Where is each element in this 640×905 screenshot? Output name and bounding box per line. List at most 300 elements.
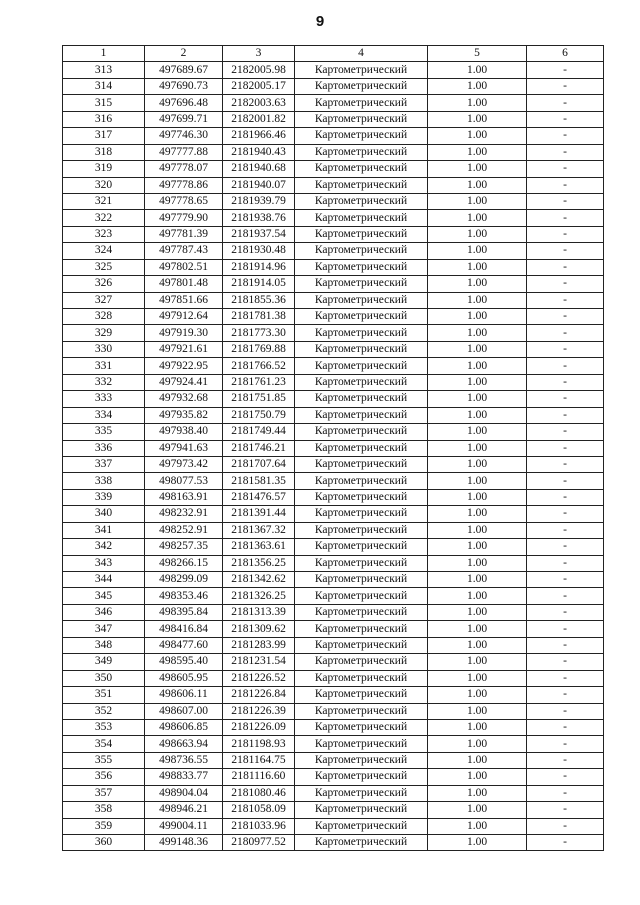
x-coordinate-cell: 497778.86 bbox=[145, 177, 223, 193]
x-coordinate-cell: 498232.91 bbox=[145, 506, 223, 522]
method-cell: Картометрический bbox=[295, 637, 428, 653]
note-cell: - bbox=[527, 555, 604, 571]
note-cell: - bbox=[527, 785, 604, 801]
accuracy-cell: 1.00 bbox=[428, 309, 527, 325]
x-coordinate-cell: 498607.00 bbox=[145, 703, 223, 719]
y-coordinate-cell: 2181309.62 bbox=[223, 621, 295, 637]
y-coordinate-cell: 2181033.96 bbox=[223, 818, 295, 834]
x-coordinate-cell: 497921.61 bbox=[145, 341, 223, 357]
table-row bbox=[63, 703, 604, 719]
note-cell: - bbox=[527, 604, 604, 620]
table-row bbox=[63, 604, 604, 620]
point-number-cell: 318 bbox=[63, 144, 145, 160]
method-cell: Картометрический bbox=[295, 144, 428, 160]
y-coordinate-cell: 2181367.32 bbox=[223, 522, 295, 538]
method-cell: Картометрический bbox=[295, 604, 428, 620]
x-coordinate-cell: 498736.55 bbox=[145, 752, 223, 768]
method-cell: Картометрический bbox=[295, 621, 428, 637]
table-row bbox=[63, 259, 604, 275]
y-coordinate-cell: 2181751.85 bbox=[223, 391, 295, 407]
point-number-cell: 339 bbox=[63, 489, 145, 505]
x-coordinate-cell: 498353.46 bbox=[145, 588, 223, 604]
point-number-cell: 317 bbox=[63, 128, 145, 144]
accuracy-cell: 1.00 bbox=[428, 62, 527, 78]
accuracy-cell: 1.00 bbox=[428, 161, 527, 177]
accuracy-cell: 1.00 bbox=[428, 687, 527, 703]
column-header: 5 bbox=[428, 46, 527, 62]
x-coordinate-cell: 497690.73 bbox=[145, 78, 223, 94]
table-body bbox=[63, 62, 604, 851]
accuracy-cell: 1.00 bbox=[428, 259, 527, 275]
point-number-cell: 332 bbox=[63, 374, 145, 390]
accuracy-cell: 1.00 bbox=[428, 144, 527, 160]
x-coordinate-cell: 497919.30 bbox=[145, 325, 223, 341]
y-coordinate-cell: 2182003.63 bbox=[223, 95, 295, 111]
accuracy-cell: 1.00 bbox=[428, 78, 527, 94]
method-cell: Картометрический bbox=[295, 736, 428, 752]
x-coordinate-cell: 497941.63 bbox=[145, 440, 223, 456]
point-number-cell: 344 bbox=[63, 572, 145, 588]
method-cell: Картометрический bbox=[295, 95, 428, 111]
method-cell: Картометрический bbox=[295, 489, 428, 505]
note-cell: - bbox=[527, 572, 604, 588]
y-coordinate-cell: 2181746.21 bbox=[223, 440, 295, 456]
x-coordinate-cell: 497689.67 bbox=[145, 62, 223, 78]
x-coordinate-cell: 498416.84 bbox=[145, 621, 223, 637]
y-coordinate-cell: 2180977.52 bbox=[223, 835, 295, 851]
table-row bbox=[63, 358, 604, 374]
table-row bbox=[63, 637, 604, 653]
table-row bbox=[63, 769, 604, 785]
y-coordinate-cell: 2181313.39 bbox=[223, 604, 295, 620]
accuracy-cell: 1.00 bbox=[428, 818, 527, 834]
table-row bbox=[63, 835, 604, 851]
y-coordinate-cell: 2181938.76 bbox=[223, 210, 295, 226]
point-number-cell: 327 bbox=[63, 292, 145, 308]
accuracy-cell: 1.00 bbox=[428, 555, 527, 571]
x-coordinate-cell: 498606.85 bbox=[145, 719, 223, 735]
point-number-cell: 333 bbox=[63, 391, 145, 407]
method-cell: Картометрический bbox=[295, 670, 428, 686]
accuracy-cell: 1.00 bbox=[428, 424, 527, 440]
accuracy-cell: 1.00 bbox=[428, 539, 527, 555]
x-coordinate-cell: 498266.15 bbox=[145, 555, 223, 571]
table-row bbox=[63, 522, 604, 538]
table-row bbox=[63, 325, 604, 341]
x-coordinate-cell: 497932.68 bbox=[145, 391, 223, 407]
y-coordinate-cell: 2181937.54 bbox=[223, 226, 295, 242]
x-coordinate-cell: 498163.91 bbox=[145, 489, 223, 505]
note-cell: - bbox=[527, 473, 604, 489]
accuracy-cell: 1.00 bbox=[428, 703, 527, 719]
x-coordinate-cell: 497778.65 bbox=[145, 193, 223, 209]
method-cell: Картометрический bbox=[295, 687, 428, 703]
x-coordinate-cell: 498252.91 bbox=[145, 522, 223, 538]
x-coordinate-cell: 497696.48 bbox=[145, 95, 223, 111]
table-row bbox=[63, 341, 604, 357]
accuracy-cell: 1.00 bbox=[428, 802, 527, 818]
x-coordinate-cell: 497699.71 bbox=[145, 111, 223, 127]
note-cell: - bbox=[527, 62, 604, 78]
point-number-cell: 358 bbox=[63, 802, 145, 818]
note-cell: - bbox=[527, 621, 604, 637]
y-coordinate-cell: 2181939.79 bbox=[223, 193, 295, 209]
y-coordinate-cell: 2181781.38 bbox=[223, 309, 295, 325]
table-row bbox=[63, 210, 604, 226]
point-number-cell: 331 bbox=[63, 358, 145, 374]
y-coordinate-cell: 2181226.52 bbox=[223, 670, 295, 686]
table-row bbox=[63, 818, 604, 834]
note-cell: - bbox=[527, 325, 604, 341]
method-cell: Картометрический bbox=[295, 802, 428, 818]
point-number-cell: 313 bbox=[63, 62, 145, 78]
note-cell: - bbox=[527, 736, 604, 752]
point-number-cell: 325 bbox=[63, 259, 145, 275]
note-cell: - bbox=[527, 193, 604, 209]
method-cell: Картометрический bbox=[295, 703, 428, 719]
point-number-cell: 330 bbox=[63, 341, 145, 357]
note-cell: - bbox=[527, 226, 604, 242]
method-cell: Картометрический bbox=[295, 358, 428, 374]
method-cell: Картометрический bbox=[295, 226, 428, 242]
method-cell: Картометрический bbox=[295, 161, 428, 177]
note-cell: - bbox=[527, 309, 604, 325]
note-cell: - bbox=[527, 259, 604, 275]
y-coordinate-cell: 2181326.25 bbox=[223, 588, 295, 604]
y-coordinate-cell: 2181283.99 bbox=[223, 637, 295, 653]
method-cell: Картометрический bbox=[295, 325, 428, 341]
y-coordinate-cell: 2181773.30 bbox=[223, 325, 295, 341]
y-coordinate-cell: 2181966.46 bbox=[223, 128, 295, 144]
point-number-cell: 352 bbox=[63, 703, 145, 719]
method-cell: Картометрический bbox=[295, 424, 428, 440]
note-cell: - bbox=[527, 407, 604, 423]
table-row bbox=[63, 62, 604, 78]
x-coordinate-cell: 497924.41 bbox=[145, 374, 223, 390]
column-header: 3 bbox=[223, 46, 295, 62]
table-row bbox=[63, 555, 604, 571]
table-row bbox=[63, 654, 604, 670]
y-coordinate-cell: 2181769.88 bbox=[223, 341, 295, 357]
point-number-cell: 334 bbox=[63, 407, 145, 423]
accuracy-cell: 1.00 bbox=[428, 407, 527, 423]
accuracy-cell: 1.00 bbox=[428, 111, 527, 127]
x-coordinate-cell: 498595.40 bbox=[145, 654, 223, 670]
table-row bbox=[63, 736, 604, 752]
accuracy-cell: 1.00 bbox=[428, 736, 527, 752]
accuracy-cell: 1.00 bbox=[428, 325, 527, 341]
point-number-cell: 351 bbox=[63, 687, 145, 703]
method-cell: Картометрический bbox=[295, 506, 428, 522]
point-number-cell: 350 bbox=[63, 670, 145, 686]
note-cell: - bbox=[527, 539, 604, 555]
method-cell: Картометрический bbox=[295, 572, 428, 588]
y-coordinate-cell: 2181342.62 bbox=[223, 572, 295, 588]
point-number-cell: 320 bbox=[63, 177, 145, 193]
y-coordinate-cell: 2181855.36 bbox=[223, 292, 295, 308]
x-coordinate-cell: 497781.39 bbox=[145, 226, 223, 242]
point-number-cell: 346 bbox=[63, 604, 145, 620]
x-coordinate-cell: 497851.66 bbox=[145, 292, 223, 308]
table-row bbox=[63, 95, 604, 111]
table-row bbox=[63, 687, 604, 703]
point-number-cell: 354 bbox=[63, 736, 145, 752]
table-row bbox=[63, 374, 604, 390]
accuracy-cell: 1.00 bbox=[428, 226, 527, 242]
table-row bbox=[63, 621, 604, 637]
method-cell: Картометрический bbox=[295, 259, 428, 275]
table-row bbox=[63, 456, 604, 472]
point-number-cell: 321 bbox=[63, 193, 145, 209]
y-coordinate-cell: 2181226.09 bbox=[223, 719, 295, 735]
note-cell: - bbox=[527, 341, 604, 357]
y-coordinate-cell: 2181581.35 bbox=[223, 473, 295, 489]
table-row bbox=[63, 243, 604, 259]
note-cell: - bbox=[527, 128, 604, 144]
point-number-cell: 356 bbox=[63, 769, 145, 785]
point-number-cell: 357 bbox=[63, 785, 145, 801]
y-coordinate-cell: 2181080.46 bbox=[223, 785, 295, 801]
point-number-cell: 340 bbox=[63, 506, 145, 522]
y-coordinate-cell: 2181226.84 bbox=[223, 687, 295, 703]
page-number: 9 bbox=[315, 13, 325, 30]
table-row bbox=[63, 144, 604, 160]
method-cell: Картометрический bbox=[295, 243, 428, 259]
y-coordinate-cell: 2181914.96 bbox=[223, 259, 295, 275]
method-cell: Картометрический bbox=[295, 769, 428, 785]
accuracy-cell: 1.00 bbox=[428, 374, 527, 390]
method-cell: Картометрический bbox=[295, 785, 428, 801]
method-cell: Картометрический bbox=[295, 456, 428, 472]
point-number-cell: 347 bbox=[63, 621, 145, 637]
accuracy-cell: 1.00 bbox=[428, 604, 527, 620]
y-coordinate-cell: 2181164.75 bbox=[223, 752, 295, 768]
note-cell: - bbox=[527, 95, 604, 111]
x-coordinate-cell: 498904.04 bbox=[145, 785, 223, 801]
method-cell: Картометрический bbox=[295, 210, 428, 226]
method-cell: Картометрический bbox=[295, 111, 428, 127]
accuracy-cell: 1.00 bbox=[428, 243, 527, 259]
accuracy-cell: 1.00 bbox=[428, 341, 527, 357]
y-coordinate-cell: 2181476.57 bbox=[223, 489, 295, 505]
point-number-cell: 326 bbox=[63, 276, 145, 292]
method-cell: Картометрический bbox=[295, 78, 428, 94]
method-cell: Картометрический bbox=[295, 555, 428, 571]
accuracy-cell: 1.00 bbox=[428, 489, 527, 505]
x-coordinate-cell: 497935.82 bbox=[145, 407, 223, 423]
y-coordinate-cell: 2181940.68 bbox=[223, 161, 295, 177]
point-number-cell: 353 bbox=[63, 719, 145, 735]
x-coordinate-cell: 498395.84 bbox=[145, 604, 223, 620]
x-coordinate-cell: 498605.95 bbox=[145, 670, 223, 686]
header-row bbox=[63, 46, 604, 62]
note-cell: - bbox=[527, 522, 604, 538]
x-coordinate-cell: 497922.95 bbox=[145, 358, 223, 374]
point-number-cell: 314 bbox=[63, 78, 145, 94]
y-coordinate-cell: 2181391.44 bbox=[223, 506, 295, 522]
y-coordinate-cell: 2181914.05 bbox=[223, 276, 295, 292]
note-cell: - bbox=[527, 161, 604, 177]
accuracy-cell: 1.00 bbox=[428, 522, 527, 538]
x-coordinate-cell: 497777.88 bbox=[145, 144, 223, 160]
note-cell: - bbox=[527, 391, 604, 407]
x-coordinate-cell: 498606.11 bbox=[145, 687, 223, 703]
method-cell: Картометрический bbox=[295, 818, 428, 834]
column-header: 2 bbox=[145, 46, 223, 62]
note-cell: - bbox=[527, 835, 604, 851]
y-coordinate-cell: 2181930.48 bbox=[223, 243, 295, 259]
method-cell: Картометрический bbox=[295, 177, 428, 193]
method-cell: Картометрический bbox=[295, 539, 428, 555]
y-coordinate-cell: 2181356.25 bbox=[223, 555, 295, 571]
accuracy-cell: 1.00 bbox=[428, 654, 527, 670]
y-coordinate-cell: 2181116.60 bbox=[223, 769, 295, 785]
point-number-cell: 341 bbox=[63, 522, 145, 538]
y-coordinate-cell: 2181749.44 bbox=[223, 424, 295, 440]
accuracy-cell: 1.00 bbox=[428, 621, 527, 637]
y-coordinate-cell: 2181766.52 bbox=[223, 358, 295, 374]
y-coordinate-cell: 2181940.07 bbox=[223, 177, 295, 193]
point-number-cell: 338 bbox=[63, 473, 145, 489]
accuracy-cell: 1.00 bbox=[428, 358, 527, 374]
accuracy-cell: 1.00 bbox=[428, 572, 527, 588]
table-row bbox=[63, 309, 604, 325]
x-coordinate-cell: 498946.21 bbox=[145, 802, 223, 818]
note-cell: - bbox=[527, 588, 604, 604]
note-cell: - bbox=[527, 358, 604, 374]
note-cell: - bbox=[527, 456, 604, 472]
accuracy-cell: 1.00 bbox=[428, 637, 527, 653]
point-number-cell: 342 bbox=[63, 539, 145, 555]
x-coordinate-cell: 499148.36 bbox=[145, 835, 223, 851]
x-coordinate-cell: 498299.09 bbox=[145, 572, 223, 588]
accuracy-cell: 1.00 bbox=[428, 210, 527, 226]
y-coordinate-cell: 2181363.61 bbox=[223, 539, 295, 555]
note-cell: - bbox=[527, 769, 604, 785]
table-row bbox=[63, 670, 604, 686]
note-cell: - bbox=[527, 687, 604, 703]
accuracy-cell: 1.00 bbox=[428, 473, 527, 489]
y-coordinate-cell: 2181707.64 bbox=[223, 456, 295, 472]
accuracy-cell: 1.00 bbox=[428, 177, 527, 193]
point-number-cell: 328 bbox=[63, 309, 145, 325]
table-row bbox=[63, 588, 604, 604]
method-cell: Картометрический bbox=[295, 719, 428, 735]
table-header bbox=[63, 46, 604, 62]
x-coordinate-cell: 497912.64 bbox=[145, 309, 223, 325]
x-coordinate-cell: 499004.11 bbox=[145, 818, 223, 834]
point-number-cell: 324 bbox=[63, 243, 145, 259]
column-header: 1 bbox=[63, 46, 145, 62]
y-coordinate-cell: 2181750.79 bbox=[223, 407, 295, 423]
method-cell: Картометрический bbox=[295, 193, 428, 209]
method-cell: Картометрический bbox=[295, 654, 428, 670]
method-cell: Картометрический bbox=[295, 292, 428, 308]
accuracy-cell: 1.00 bbox=[428, 588, 527, 604]
y-coordinate-cell: 2181761.23 bbox=[223, 374, 295, 390]
method-cell: Картометрический bbox=[295, 835, 428, 851]
table-row bbox=[63, 193, 604, 209]
accuracy-cell: 1.00 bbox=[428, 95, 527, 111]
x-coordinate-cell: 497746.30 bbox=[145, 128, 223, 144]
accuracy-cell: 1.00 bbox=[428, 506, 527, 522]
note-cell: - bbox=[527, 276, 604, 292]
method-cell: Картометрический bbox=[295, 341, 428, 357]
x-coordinate-cell: 498663.94 bbox=[145, 736, 223, 752]
note-cell: - bbox=[527, 752, 604, 768]
accuracy-cell: 1.00 bbox=[428, 456, 527, 472]
column-header: 4 bbox=[295, 46, 428, 62]
accuracy-cell: 1.00 bbox=[428, 835, 527, 851]
note-cell: - bbox=[527, 637, 604, 653]
table-row bbox=[63, 719, 604, 735]
table-row bbox=[63, 473, 604, 489]
method-cell: Картометрический bbox=[295, 407, 428, 423]
y-coordinate-cell: 2181058.09 bbox=[223, 802, 295, 818]
note-cell: - bbox=[527, 424, 604, 440]
method-cell: Картометрический bbox=[295, 391, 428, 407]
table-row bbox=[63, 489, 604, 505]
table-row bbox=[63, 572, 604, 588]
accuracy-cell: 1.00 bbox=[428, 391, 527, 407]
accuracy-cell: 1.00 bbox=[428, 769, 527, 785]
point-number-cell: 322 bbox=[63, 210, 145, 226]
table-row bbox=[63, 539, 604, 555]
point-number-cell: 319 bbox=[63, 161, 145, 177]
accuracy-cell: 1.00 bbox=[428, 752, 527, 768]
point-number-cell: 349 bbox=[63, 654, 145, 670]
method-cell: Картометрический bbox=[295, 752, 428, 768]
table-row bbox=[63, 802, 604, 818]
note-cell: - bbox=[527, 654, 604, 670]
y-coordinate-cell: 2182005.17 bbox=[223, 78, 295, 94]
table-row bbox=[63, 506, 604, 522]
x-coordinate-cell: 497802.51 bbox=[145, 259, 223, 275]
note-cell: - bbox=[527, 440, 604, 456]
note-cell: - bbox=[527, 506, 604, 522]
x-coordinate-cell: 497779.90 bbox=[145, 210, 223, 226]
note-cell: - bbox=[527, 243, 604, 259]
y-coordinate-cell: 2181198.93 bbox=[223, 736, 295, 752]
point-number-cell: 336 bbox=[63, 440, 145, 456]
note-cell: - bbox=[527, 210, 604, 226]
accuracy-cell: 1.00 bbox=[428, 785, 527, 801]
method-cell: Картометрический bbox=[295, 128, 428, 144]
point-number-cell: 345 bbox=[63, 588, 145, 604]
point-number-cell: 360 bbox=[63, 835, 145, 851]
x-coordinate-cell: 497778.07 bbox=[145, 161, 223, 177]
note-cell: - bbox=[527, 78, 604, 94]
table-row bbox=[63, 111, 604, 127]
point-number-cell: 343 bbox=[63, 555, 145, 571]
method-cell: Картометрический bbox=[295, 62, 428, 78]
method-cell: Картометрический bbox=[295, 309, 428, 325]
note-cell: - bbox=[527, 374, 604, 390]
table-row bbox=[63, 407, 604, 423]
table-row bbox=[63, 292, 604, 308]
table-row bbox=[63, 161, 604, 177]
x-coordinate-cell: 498833.77 bbox=[145, 769, 223, 785]
method-cell: Картометрический bbox=[295, 440, 428, 456]
note-cell: - bbox=[527, 802, 604, 818]
x-coordinate-cell: 498077.53 bbox=[145, 473, 223, 489]
table-row bbox=[63, 752, 604, 768]
x-coordinate-cell: 497973.42 bbox=[145, 456, 223, 472]
table-row bbox=[63, 78, 604, 94]
note-cell: - bbox=[527, 489, 604, 505]
table-row bbox=[63, 177, 604, 193]
column-header: 6 bbox=[527, 46, 604, 62]
